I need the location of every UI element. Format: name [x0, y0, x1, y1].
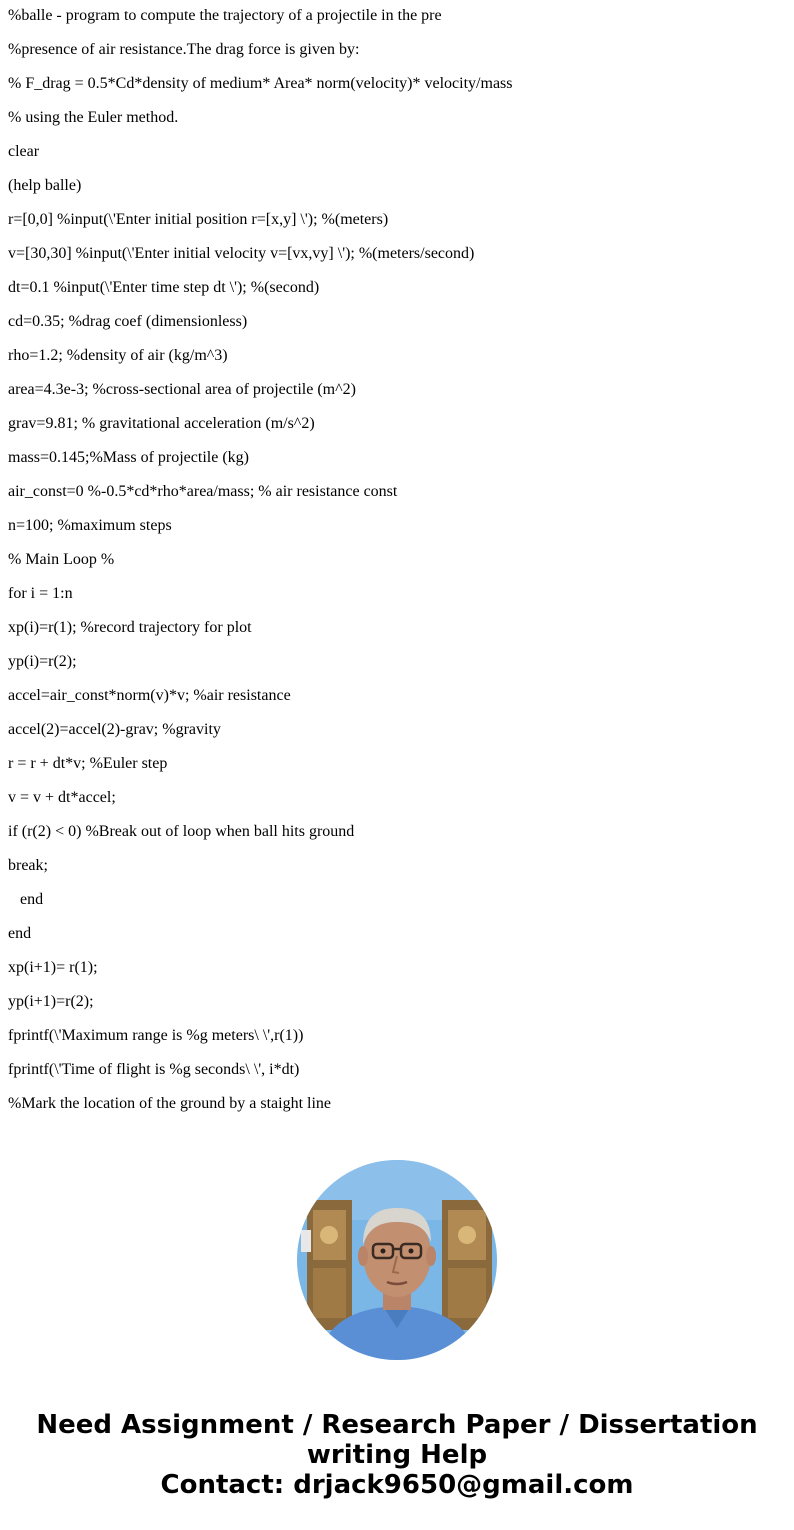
- code-line: r = r + dt*v; %Euler step: [8, 755, 168, 772]
- code-line: end: [8, 891, 44, 908]
- code-line: v = v + dt*accel;: [8, 789, 116, 806]
- code-line: mass=0.145;%Mass of projectile (kg): [8, 449, 249, 466]
- author-avatar: [297, 1160, 497, 1360]
- code-line: dt=0.1 %input(\'Enter time step dt \'); %(second): [8, 279, 320, 296]
- code-listing: [0, 7, 794, 1113]
- code-line: for i = 1:n: [8, 585, 73, 602]
- code-line: yp(i+1)=r(2);: [8, 993, 94, 1010]
- footer-headline: Need Assignment / Research Paper / Dissertation: [36, 1410, 758, 1440]
- code-line: % Main Loop %: [8, 551, 115, 568]
- code-line: v=[30,30] %input(\'Enter initial velocity v=[vx,vy] \'); %(meters/second): [8, 245, 475, 262]
- footer-contact: [0, 1410, 794, 1500]
- code-line: yp(i)=r(2);: [8, 653, 77, 670]
- code-line: xp(i)=r(1); %record trajectory for plot: [8, 619, 252, 636]
- code-line: area=4.3e-3; %cross-sectional area of projectile (m^2): [8, 381, 356, 398]
- code-line: %Mark the location of the ground by a staight line: [8, 1095, 332, 1112]
- code-line: %presence of air resistance.The drag force is given by:: [8, 41, 360, 58]
- code-line: break;: [8, 857, 48, 874]
- code-line: air_const=0 %-0.5*cd*rho*area/mass; % air resistance const: [8, 483, 398, 500]
- code-line: end: [8, 925, 32, 942]
- code-line: fprintf(\'Maximum range is %g meters\ \',r(1)): [8, 1027, 304, 1044]
- code-line: cd=0.35; %drag coef (dimensionless): [8, 313, 248, 330]
- code-line: grav=9.81; % gravitational acceleration (m/s^2): [8, 415, 315, 432]
- code-line: % F_drag = 0.5*Cd*density of medium* Area* norm(velocity)* velocity/mass: [8, 75, 513, 92]
- code-line: r=[0,0] %input(\'Enter initial position r=[x,y] \'); %(meters): [8, 211, 389, 228]
- footer-contact-email: Contact: drjack9650@gmail.com: [160, 1470, 634, 1500]
- code-line: fprintf(\'Time of flight is %g seconds\ \', i*dt): [8, 1061, 300, 1078]
- code-line: rho=1.2; %density of air (kg/m^3): [8, 347, 228, 364]
- code-line: %balle - program to compute the trajectory of a projectile in the pre: [8, 7, 442, 24]
- code-line: accel=air_const*norm(v)*v; %air resistance: [8, 687, 291, 704]
- code-line: clear: [8, 143, 40, 160]
- code-line: if (r(2) < 0) %Break out of loop when ball hits ground: [8, 823, 355, 840]
- code-line: (help balle): [8, 177, 82, 194]
- code-line: n=100; %maximum steps: [8, 517, 172, 534]
- code-line: accel(2)=accel(2)-grav; %gravity: [8, 721, 221, 738]
- person-photo-icon: [297, 1160, 497, 1360]
- code-line: % using the Euler method.: [8, 109, 179, 126]
- footer-subheadline: writing Help: [306, 1440, 488, 1470]
- code-line: xp(i+1)= r(1);: [8, 959, 98, 976]
